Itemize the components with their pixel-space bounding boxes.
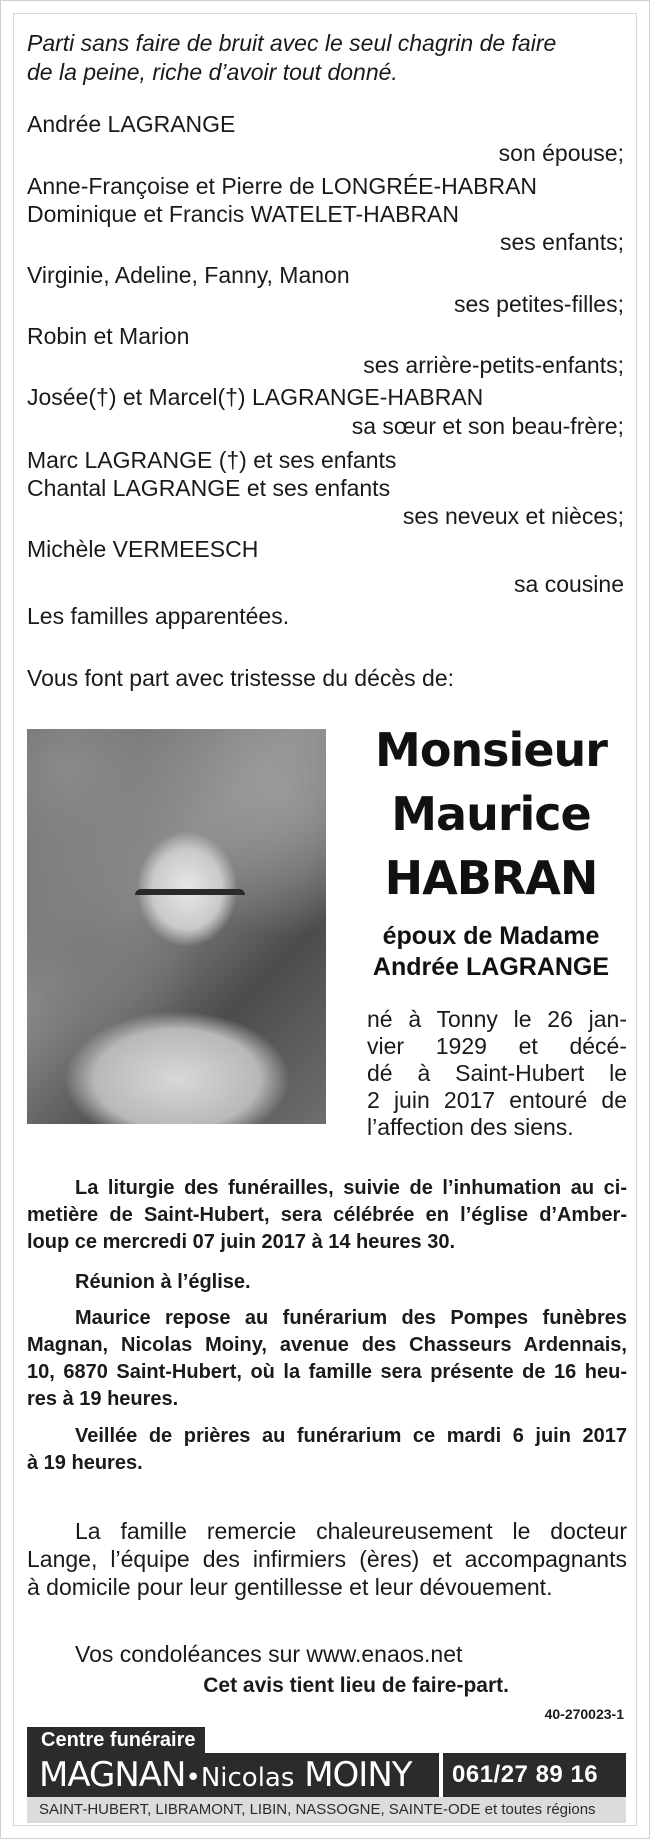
bio-line: vier 1929 et décé-: [367, 1033, 627, 1059]
deceased-first-name: Maurice: [391, 787, 591, 841]
bio-line: 2 juin 2017 entouré de: [367, 1087, 627, 1113]
families-related: Les familles apparentées.: [27, 603, 290, 629]
vigil-paragraph: Veillée de prières au funérarium ce mardi 6 juin 2017 à 19 heures.: [27, 1425, 627, 1474]
family-relation: ses enfants;: [499, 229, 624, 255]
thanks-paragraph: La famille remercie chaleureusement le docteur Lange, l’équipe des infirmiers (ères) et accompagnants à domicile pour leur gentillesse et leur dévouement.: [27, 1518, 627, 1600]
family-relation: sa cousine: [514, 571, 624, 597]
condolences-line: Vos condoléances sur www.enaos.net: [75, 1641, 463, 1667]
meeting-paragraph: Réunion à l’église.: [75, 1271, 251, 1293]
funerarium-paragraph: Maurice repose au funérarium des Pompes funèbres Magnan, Nicolas Moiny, avenue des Chasseurs Ardennais, 10, 6870 Saint-Hubert, où la famille sera présente de 16 heu- res à 19 heures.: [27, 1307, 627, 1410]
faire-part-line: Cet avis tient lieu de faire-part.: [203, 1674, 509, 1697]
bio-line: l’affection des siens.: [367, 1114, 574, 1140]
family-name: Robin et Marion: [27, 323, 190, 349]
deceased-photo: [27, 729, 326, 1124]
reference-number: 40-270023-1: [544, 1706, 624, 1722]
family-name: Michèle VERMEESCH: [27, 536, 259, 562]
funeral-paragraph: La liturgie des funérailles, suivie de l’inhumation au ci- metière de Saint-Hubert, sera célébrée en l’église d’Amber- loup ce mercredi 07 juin 2017 à 14 heures 30.: [27, 1177, 627, 1253]
family-name: Josée(†) et Marcel(†) LAGRANGE-HABRAN: [27, 384, 484, 410]
opening-quote: Parti sans faire de bruit avec le seul chagrin de faire de la peine, riche d’avoir tout donné.: [27, 30, 557, 85]
funeral-home-locations: SAINT-HUBERT, LIBRAMONT, LIBIN, NASSOGNE, SAINTE-ODE et toutes régions: [27, 1797, 626, 1823]
family-name: Chantal LAGRANGE et ses enfants: [27, 475, 391, 501]
family-relation: ses petites-filles;: [453, 291, 624, 317]
funeral-home-banner: [27, 1753, 626, 1797]
banner-separator: [439, 1753, 443, 1797]
family-name: Marc LAGRANGE (†) et ses enfants: [27, 447, 397, 473]
spouse-name: Andrée LAGRANGE: [372, 953, 610, 981]
funeral-home-label: Centre funéraire: [27, 1727, 205, 1753]
family-name: Anne-Françoise et Pierre de LONGRÉE-HABRAN: [27, 173, 538, 199]
death-announcement: Vous font part avec tristesse du décès de:: [27, 665, 455, 691]
family-relation: sa sœur et son beau-frère;: [351, 413, 624, 439]
family-name: Dominique et Francis WATELET-HABRAN: [27, 201, 460, 227]
family-name: Andrée LAGRANGE: [27, 111, 236, 137]
funeral-home-phone: 061/27 89 16: [452, 1761, 599, 1788]
family-relation: son épouse;: [498, 140, 624, 166]
spouse-line: époux de Madame: [382, 922, 600, 950]
funeral-home-name: MAGNAN•Nicolas MOINY: [39, 1755, 412, 1795]
glasses-shape: [135, 889, 245, 917]
bio-line: dé à Saint-Hubert le: [367, 1060, 627, 1086]
family-name: Virginie, Adeline, Fanny, Manon: [27, 262, 350, 288]
family-relation: ses arrière-petits-enfants;: [363, 352, 624, 378]
deceased-last-name: HABRAN: [384, 851, 598, 905]
deceased-title: Monsieur: [375, 723, 607, 777]
bio-line: né à Tonny le 26 jan-: [367, 1006, 627, 1032]
family-relation: ses neveux et nièces;: [402, 503, 624, 529]
